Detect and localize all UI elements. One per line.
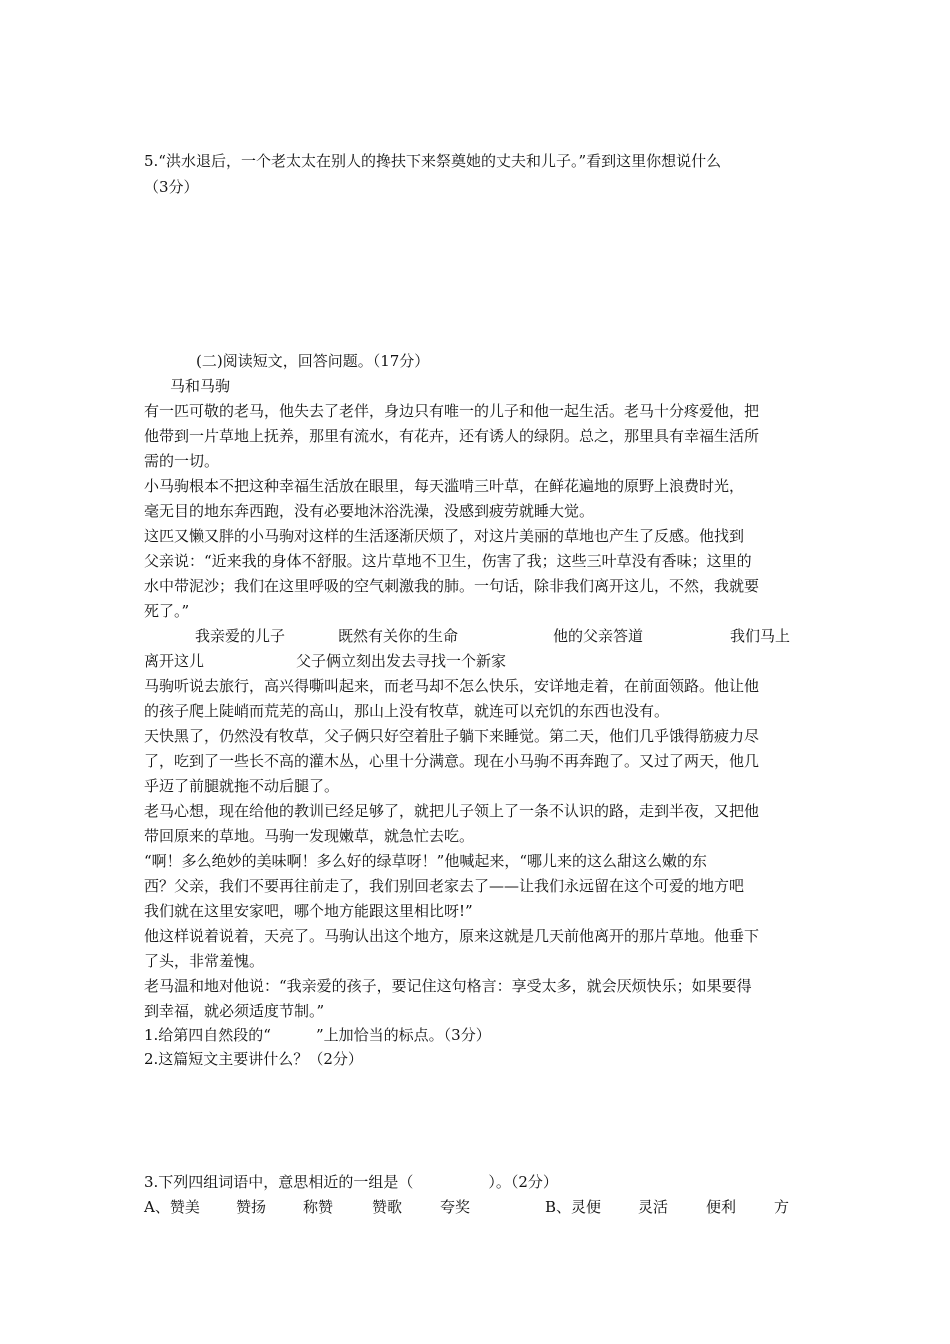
para-line: 天快黑了，仍然没有牧草，父子俩只好空着肚子躺下来睡觉。第二天，他们几乎饿得筋疲力尽 — [144, 727, 760, 745]
para-line: 有一匹可敬的老马，他失去了老伴，身边只有唯一的儿子和他一起生活。老马十分疼爱他，把 — [144, 402, 760, 420]
para-line: “啊！多么绝妙的美味啊！多么好的绿草呀！”他喊起来，“哪儿来的这么甜这么嫩的东 — [144, 852, 708, 870]
para4-phrase: 既然有关你的生命 — [338, 627, 459, 645]
para4-phrase: 我亲爱的儿子 — [195, 627, 286, 645]
para-line: 他这样说着说着，天亮了。马驹认出这个地方，原来这就是几天前他离开的那片草地。他垂下 — [144, 927, 760, 945]
section2-heading: (二)阅读短文，回答问题。（17分） — [196, 352, 430, 370]
question-1: 1.给第四自然段的“ ”上加恰当的标点。（3分） — [144, 1026, 491, 1044]
option-a-word: A、赞美 — [144, 1198, 200, 1216]
option-b-word: 便利 — [706, 1198, 737, 1216]
para-line: 我们就在这里安家吧，哪个地方能跟这里相比呀!” — [144, 902, 473, 920]
para-line: 西？父亲，我们不要再往前走了，我们别回老家去了——让我们永远留在这个可爱的地方吧 — [144, 877, 745, 895]
para-line: 乎迈了前腿就拖不动后腿了。 — [144, 777, 340, 795]
para-line: 毫无目的地东奔西跑，没有必要地沐浴洗澡，没感到疲劳就睡大觉。 — [144, 502, 595, 520]
para-line: 需的一切。 — [144, 452, 220, 470]
para4-line2 — [0, 650, 950, 672]
para-line: 带回原来的草地。马驹一发现嫩草，就急忙去吃。 — [144, 827, 475, 845]
option-b-word: B、灵便 — [545, 1198, 602, 1216]
para-line: 到幸福，就必须适度节制。” — [144, 1002, 325, 1020]
question-3: 3.下列四组词语中，意思相近的一组是（ ）。（2分） — [144, 1173, 558, 1191]
para4-phrase: 父子俩立刻出发去寻找一个新家 — [296, 652, 507, 670]
option-a-word: 夸奖 — [440, 1198, 471, 1216]
para-line: 这匹又懒又胖的小马驹对这样的生活逐渐厌烦了，对这片美丽的草地也产生了反感。他找到 — [144, 527, 745, 545]
q5-line2: （3分） — [144, 178, 199, 196]
option-a-word: 赞扬 — [236, 1198, 267, 1216]
para-line: 小马驹根本不把这种幸福生活放在眼里，每天滥啃三叶草，在鲜花遍地的原野上浪费时光， — [144, 477, 745, 495]
para-line: 父亲说：“近来我的身体不舒服。这片草地不卫生，伤害了我；这些三叶草没有香味；这里的 — [144, 552, 752, 570]
q5-line1: 5.“洪水退后，一个老太太在别人的搀扶下来祭奠她的丈夫和儿子。”看到这里你想说什么 — [144, 152, 722, 170]
option-a-word: 赞歌 — [372, 1198, 403, 1216]
para4-phrase: 离开这儿 — [144, 652, 205, 670]
para-line: 了，吃到了一些长不高的灌木丛，心里十分满意。现在小马驹不再奔跑了。又过了两天，他几 — [144, 752, 760, 770]
para-line: 老马心想，现在给他的教训已经足够了，就把儿子领上了一条不认识的路，走到半夜，又把他 — [144, 802, 760, 820]
para-line: 水中带泥沙；我们在这里呼吸的空气刺激我的肺。一句话，除非我们离开这儿，不然，我就要 — [144, 577, 760, 595]
para-line: 了头，非常羞愧。 — [144, 952, 265, 970]
para-line: 的孩子爬上陡峭而荒芜的高山，那山上没有牧草，就连可以充饥的东西也没有。 — [144, 702, 670, 720]
para4-phrase: 他的父亲答道 — [553, 627, 644, 645]
question-2: 2.这篇短文主要讲什么？（2分） — [144, 1050, 363, 1068]
para-line: 死了。” — [144, 602, 190, 620]
option-b-word: 方 — [774, 1198, 790, 1216]
option-b-word: 灵活 — [638, 1198, 669, 1216]
para4-line1 — [0, 625, 950, 647]
option-a-word: 称赞 — [303, 1198, 334, 1216]
para-line: 老马温和地对他说：“我亲爱的孩子，要记住这句格言：享受太多，就会厌烦快乐；如果要得 — [144, 977, 752, 995]
para-line: 马驹听说去旅行，高兴得嘶叫起来，而老马却不怎么快乐，安详地走着，在前面领路。他让他 — [144, 677, 760, 695]
para4-phrase: 我们马上 — [730, 627, 791, 645]
para-line: 他带到一片草地上抚养，那里有流水，有花卉，还有诱人的绿阴。总之，那里具有幸福生活所 — [144, 427, 760, 445]
story-title: 马和马驹 — [170, 377, 231, 395]
option-row — [0, 1196, 950, 1218]
